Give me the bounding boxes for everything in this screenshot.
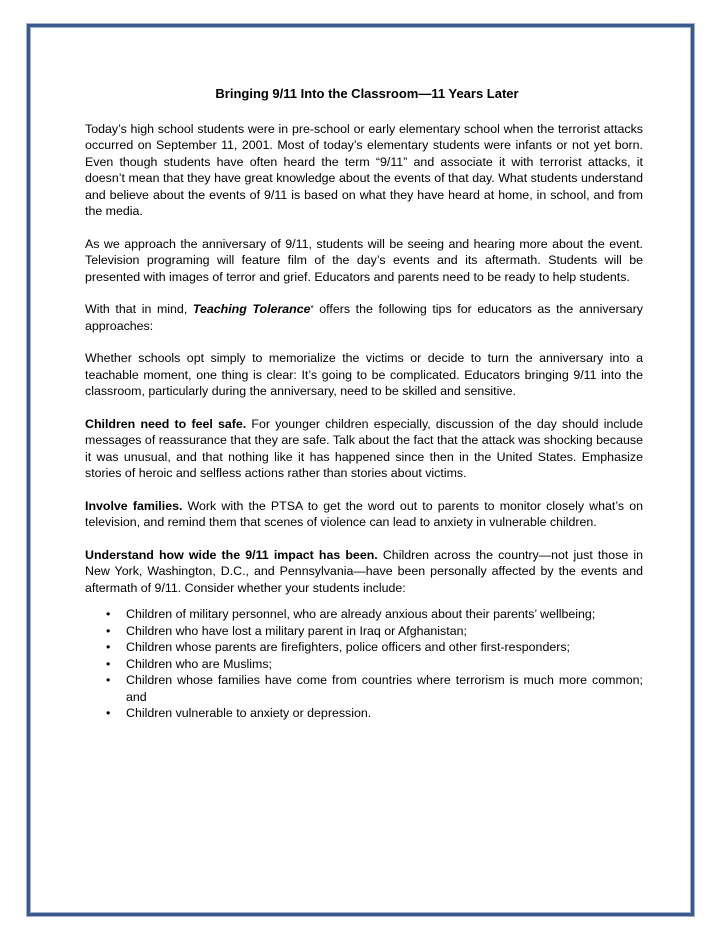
bullet-icon: • [106, 623, 111, 638]
tip-involve-families-body: Work with the PTSA to get the word out to parents to monitor closely what’s on television, and remind them that scenes of violence can lead to anxiety in vulnerable children. [85, 498, 643, 529]
teaching-tolerance-name: Teaching Tolerance [192, 302, 311, 316]
tip-involve-families-heading: Involve families. [85, 498, 183, 513]
tips-intro-paragraph [85, 301, 643, 334]
student-groups-list [85, 606, 643, 722]
bullet-icon: • [106, 706, 111, 720]
list-item [106, 623, 643, 640]
tip-wide-impact-body: Children across the country—not just those in New York, Washington, D.C., and Pennsylvania—have been personally affected by the events and aftermath of 9/11. Consider whether your students include: [85, 547, 643, 595]
anniversary-text: As we approach the anniversary of 9/11, students will be seeing and hearing more about the event. Television programing will feature film of the day’s events and its aftermath. Students will be presented with images of terror and grief. Educators and parents need to be ready to help students. [85, 236, 643, 284]
document-title: Bringing 9/11 Into the Classroom—11 Years Later [215, 86, 519, 101]
bullet-icon: • [106, 640, 111, 654]
list-item-text: Children whose families have come from countries where terrorism is much more common; and [126, 673, 643, 704]
complicated-paragraph [85, 350, 643, 400]
tip-feel-safe [85, 416, 643, 482]
list-item [106, 672, 643, 705]
bullet-icon: • [106, 656, 111, 671]
list-item-text: Children of military personnel, who are already anxious about their parents’ wellbeing; [126, 607, 596, 621]
intro-paragraph [85, 121, 643, 220]
footnote-asterisk: * [310, 304, 314, 313]
list-item [106, 606, 643, 623]
anniversary-paragraph [85, 236, 643, 286]
list-item-text: Children whose parents are firefighters, police officers and other first-responders; [126, 640, 570, 654]
complicated-text: Whether schools opt simply to memorialize the victims or decide to turn the anniversary into a teachable moment, one thing is clear: It’s going to be complicated. Educators bringing 9/11 into the classroom, particularly during the anniversary, need to be skilled and sensitive. [85, 351, 643, 398]
tips-intro-after: offers the following tips for educators as the anniversary approaches: [85, 302, 643, 333]
tip-feel-safe-heading: Children need to feel safe. [85, 416, 247, 431]
tip-involve-families [85, 498, 643, 531]
tips-intro-before: With that in mind, [85, 302, 193, 316]
list-item [106, 639, 643, 656]
tip-wide-impact-heading: Understand how wide the 9/11 impact has been. [85, 547, 378, 562]
list-item-text: Children who are Muslims; [126, 656, 272, 671]
tip-feel-safe-body: For younger children especially, discussion of the day should include messages of reassurance that they are safe. Talk about the fact that the attack was shocking because it was unusual, and that nothing like it has happened since then in the United States. Emphasize stories of heroic and selfless actions rather than stories about victims. [85, 416, 643, 480]
list-item [106, 656, 643, 673]
bullet-icon: • [106, 607, 111, 621]
list-item [106, 705, 643, 722]
intro-text: Today’s high school students were in pre-school or early elementary school when the terrorist attacks occurred on September 11, 2001. Most of today’s elementary students were infants or not yet born. Even though students have often heard the term “9/11” and associate it with terrorist attacks, it doesn’t mean that they have great knowledge about the events of that day. What students understand and believe about the events of 9/11 is based on what they have heard at home, in school, and from the media. [85, 121, 643, 218]
list-item-text: Children vulnerable to anxiety or depression. [126, 706, 372, 720]
bullet-icon: • [106, 673, 111, 687]
document-body [85, 86, 643, 722]
list-item-text: Children who have lost a military parent in Iraq or Afghanistan; [126, 623, 467, 638]
tip-wide-impact [85, 547, 643, 597]
